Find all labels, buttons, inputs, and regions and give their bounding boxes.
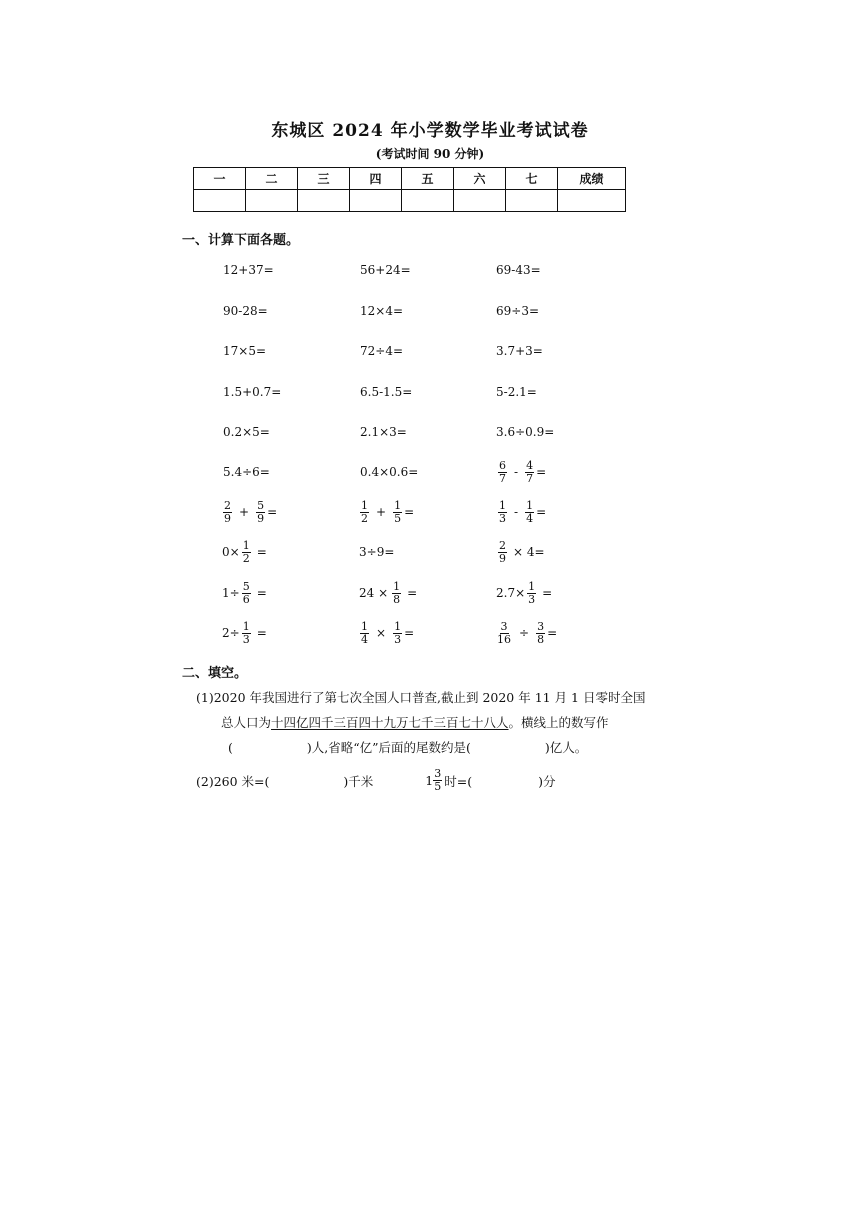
denominator: 3 xyxy=(242,632,250,646)
calc-item: 12+37= xyxy=(223,263,274,277)
score-col-header: 五 xyxy=(402,168,454,190)
score-col-header: 四 xyxy=(350,168,402,190)
fraction xyxy=(392,581,401,606)
calc-item: 69-43= xyxy=(496,263,541,277)
denominator: 16 xyxy=(497,632,511,646)
numerator: 1 xyxy=(361,619,368,633)
fraction xyxy=(496,621,512,646)
fraction xyxy=(525,460,534,485)
denominator: 9 xyxy=(257,511,265,525)
question-1-line-3 xyxy=(228,738,587,756)
equals: = xyxy=(542,586,553,600)
mixed-number xyxy=(425,768,444,793)
fraction xyxy=(393,621,402,646)
expression-prefix: 24 × xyxy=(359,586,389,600)
expression-suffix: × 4= xyxy=(513,545,545,559)
denominator: 4 xyxy=(526,511,534,525)
equals: = xyxy=(547,626,558,640)
calc-item: 17×5= xyxy=(223,344,267,358)
calc-item: 90-28= xyxy=(223,304,268,318)
equals: = xyxy=(256,586,267,600)
calc-item: 5-2.1= xyxy=(496,385,537,399)
equals: = xyxy=(404,626,415,640)
equals: = xyxy=(404,505,415,519)
denominator: 9 xyxy=(499,551,506,565)
denominator: 8 xyxy=(537,632,545,646)
fraction xyxy=(536,621,545,646)
denominator: 7 xyxy=(526,471,534,485)
denominator: 3 xyxy=(394,632,402,646)
score-table-header-row xyxy=(194,168,626,190)
operator: + xyxy=(376,505,387,519)
denominator: 5 xyxy=(434,780,442,793)
q2-text: )分 xyxy=(538,773,556,789)
denominator: 7 xyxy=(499,471,506,485)
denominator: 8 xyxy=(393,592,401,606)
numerator: 1 xyxy=(526,498,534,512)
q2-text: )千米 xyxy=(343,773,374,789)
denominator: 5 xyxy=(394,511,402,525)
fraction xyxy=(393,500,402,525)
q1-text: 总人口为 xyxy=(221,715,272,730)
q2-text: 时=( xyxy=(444,773,473,789)
numerator: 1 xyxy=(242,619,250,633)
q1-text: )亿人。 xyxy=(544,740,588,755)
calc-item: 5.4÷6= xyxy=(223,465,270,479)
fraction xyxy=(223,500,232,525)
fraction xyxy=(527,581,536,606)
question-2 xyxy=(196,768,555,793)
calc-item-r7c1 xyxy=(221,498,277,526)
calc-item-r6c3 xyxy=(496,458,546,486)
calc-item: 0.4×0.6= xyxy=(360,465,419,479)
score-table-blank-row xyxy=(194,190,626,212)
calc-item: 0.2×5= xyxy=(223,425,270,439)
calc-item: 6.5-1.5= xyxy=(360,385,413,399)
question-1-line-1: (1)2020 年我国进行了第七次全国人口普查,截止到 2020 年 11 月 1 日零时全国 xyxy=(196,690,646,705)
calc-item: 12×4= xyxy=(360,304,404,318)
expression-text: 3÷9= xyxy=(359,545,395,559)
calc-item: 3.6÷0.9= xyxy=(496,425,555,439)
operator: + xyxy=(239,505,250,519)
q1-text: 。横线上的数写作 xyxy=(508,715,609,730)
score-cell xyxy=(402,190,454,212)
calc-item: 1.5+0.7= xyxy=(223,385,282,399)
numerator: 1 xyxy=(499,498,506,512)
score-table xyxy=(193,167,626,212)
exam-duration: (考试时间 90 分钟) xyxy=(375,147,485,161)
denominator: 9 xyxy=(224,511,231,525)
calc-item-r8c3 xyxy=(496,538,545,566)
numerator: 5 xyxy=(242,579,250,593)
score-cell xyxy=(454,190,506,212)
equals: = xyxy=(256,626,267,640)
fraction xyxy=(433,768,442,793)
calc-item: 2.1×3= xyxy=(360,425,407,439)
denominator: 4 xyxy=(361,632,368,646)
equals: = xyxy=(256,545,267,559)
operator: × xyxy=(376,626,387,640)
fraction xyxy=(498,460,507,485)
question-1-line-2 xyxy=(221,713,609,731)
whole-part: 1 xyxy=(425,773,434,788)
numerator: 3 xyxy=(500,619,508,633)
page-title: 东城区 2024 年小学数学毕业考试试卷 xyxy=(271,121,589,141)
calc-item-r8c1 xyxy=(222,538,267,566)
section-1-heading: 一、计算下面各题。 xyxy=(182,233,300,248)
fraction xyxy=(256,500,265,525)
fraction xyxy=(242,621,251,646)
calc-item-r9c3 xyxy=(496,579,552,607)
denominator: 3 xyxy=(528,592,536,606)
numerator: 1 xyxy=(394,498,402,512)
numerator: 1 xyxy=(528,579,536,593)
numerator: 5 xyxy=(257,498,265,512)
answer-blank-open: ( xyxy=(228,740,233,755)
fraction xyxy=(498,500,507,525)
numerator: 1 xyxy=(242,538,250,552)
q1-underlined-number: 十四亿四千三百四十九万七千三百七十八人 xyxy=(271,715,509,730)
equals: = xyxy=(407,586,418,600)
operator: - xyxy=(514,505,519,519)
operator: ÷ xyxy=(519,626,530,640)
score-cell xyxy=(558,190,626,212)
fraction xyxy=(360,500,369,525)
calc-item-r10c3 xyxy=(494,619,557,647)
calc-item-r10c2 xyxy=(358,619,414,647)
equals: = xyxy=(267,505,278,519)
calc-item: 72÷4= xyxy=(360,344,404,358)
calc-item: 56+24= xyxy=(360,263,411,277)
fraction xyxy=(242,540,251,565)
calc-item-r9c1 xyxy=(222,579,267,607)
score-cell xyxy=(298,190,350,212)
score-col-header: 七 xyxy=(506,168,558,190)
denominator: 2 xyxy=(361,511,368,525)
denominator: 2 xyxy=(242,551,250,565)
q1-text: )人,省略“亿”后面的尾数约是( xyxy=(306,740,471,755)
calc-item: 69÷3= xyxy=(496,304,540,318)
score-col-header: 成绩 xyxy=(558,168,626,190)
expression-prefix: 0× xyxy=(222,545,240,559)
fraction xyxy=(360,621,369,646)
numerator: 1 xyxy=(393,579,401,593)
calc-item-r9c2 xyxy=(359,579,417,607)
fraction xyxy=(525,500,534,525)
fraction xyxy=(498,540,507,565)
score-col-header: 一 xyxy=(194,168,246,190)
calc-item-r7c2 xyxy=(358,498,414,526)
section-2-heading: 二、填空。 xyxy=(182,666,248,681)
score-col-header: 三 xyxy=(298,168,350,190)
numerator: 4 xyxy=(526,458,534,472)
numerator: 2 xyxy=(499,538,506,552)
expression-prefix: 2.7× xyxy=(496,586,526,600)
equals: = xyxy=(536,465,547,479)
denominator: 3 xyxy=(499,511,506,525)
numerator: 2 xyxy=(224,498,231,512)
score-cell xyxy=(246,190,298,212)
expression-prefix: 1÷ xyxy=(222,586,240,600)
numerator: 1 xyxy=(361,498,368,512)
score-cell xyxy=(350,190,402,212)
numerator: 3 xyxy=(434,767,442,780)
score-cell xyxy=(194,190,246,212)
calc-item-r7c3 xyxy=(496,498,546,526)
score-col-header: 二 xyxy=(246,168,298,190)
q2-text: (2)260 米=( xyxy=(196,773,270,789)
numerator: 1 xyxy=(394,619,402,633)
denominator: 6 xyxy=(242,592,250,606)
numerator: 3 xyxy=(537,619,545,633)
score-col-header: 六 xyxy=(454,168,506,190)
equals: = xyxy=(536,505,547,519)
numerator: 6 xyxy=(499,458,506,472)
fraction xyxy=(242,581,251,606)
operator: - xyxy=(514,465,519,479)
expression-prefix: 2÷ xyxy=(222,626,240,640)
score-cell xyxy=(506,190,558,212)
calc-item-r8c2 xyxy=(359,538,394,566)
calc-item: 3.7+3= xyxy=(496,344,543,358)
calc-item-r10c1 xyxy=(222,619,267,647)
